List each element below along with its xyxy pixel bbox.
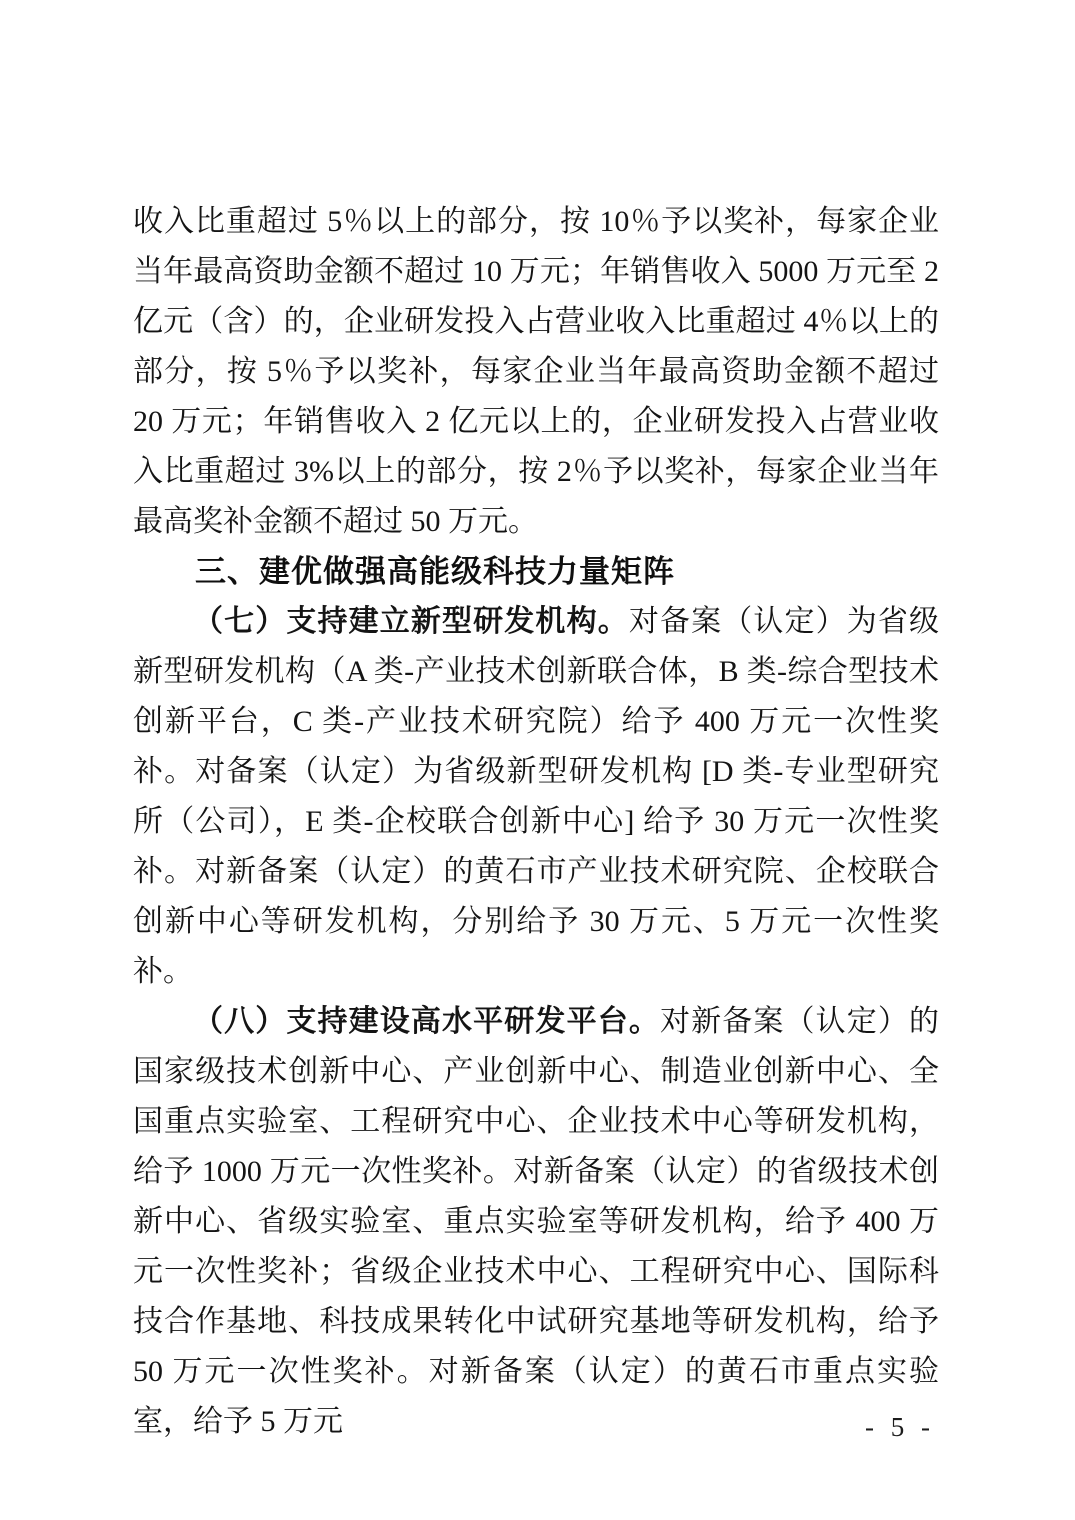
item-7-body: 对备案（认定）为省级新型研发机构（A 类-产业技术创新联合体，B 类-综合型技术创新平台，C 类-产业技术研究院）给予 400 万元一次性奖补。对备案（认定）为省级新型研发机构 [D 类-专业型研究所（公司），E 类-企校联合创新中心] 给予 30 万元一次性奖补。对新备案（认定）的黄石市产业技术研究院、企校联合创新中心等研发机构，分别给予 30 万元、5 万元一次性奖补。 [133, 605, 940, 988]
section-heading: 三、建优做强高能级科技力量矩阵 [195, 554, 675, 589]
page-number: - 5 - [865, 1412, 935, 1442]
item-8-lead: （八）支持建设高水平研发平台。 [193, 1005, 660, 1038]
paragraph-item-8 [133, 997, 939, 1447]
paragraph-item-7 [133, 597, 939, 997]
paragraph-continuation: 收入比重超过 5％以上的部分，按 10％予以奖补，每家企业当年最高资助金额不超过 10 万元；年销售收入 5000 万元至 2 亿元（含）的，企业研发投入占营业收入比重超过 4％以上的部分，按 5％予以奖补，每家企业当年最高资助金额不超过 20 万元；年销售收入 2 亿元以上的，企业研发投入占营业收入比重超过 3%以上的部分，按 2％予以奖补，每家企业当年最高奖补金额不超过 50 万元。 [133, 205, 939, 538]
document-text [133, 197, 939, 1447]
item-7-lead: （七）支持建立新型研发机构。 [193, 605, 629, 638]
item-8-body: 对新备案（认定）的国家级技术创新中心、产业创新中心、制造业创新中心、全国重点实验室、工程研究中心、企业技术中心等研发机构，给予 1000 万元一次性奖补。对新备案（认定）的省级技术创新中心、省级实验室、重点实验室等研发机构，给予 400 万元一次性奖补；省级企业技术中心、工程研究中心、国际科技合作基地、科技成果转化中试研究基地等研发机构，给予 50 万元一次性奖补。对新备案（认定）的黄石市重点实验室，给予 5 万元 [133, 1005, 940, 1438]
